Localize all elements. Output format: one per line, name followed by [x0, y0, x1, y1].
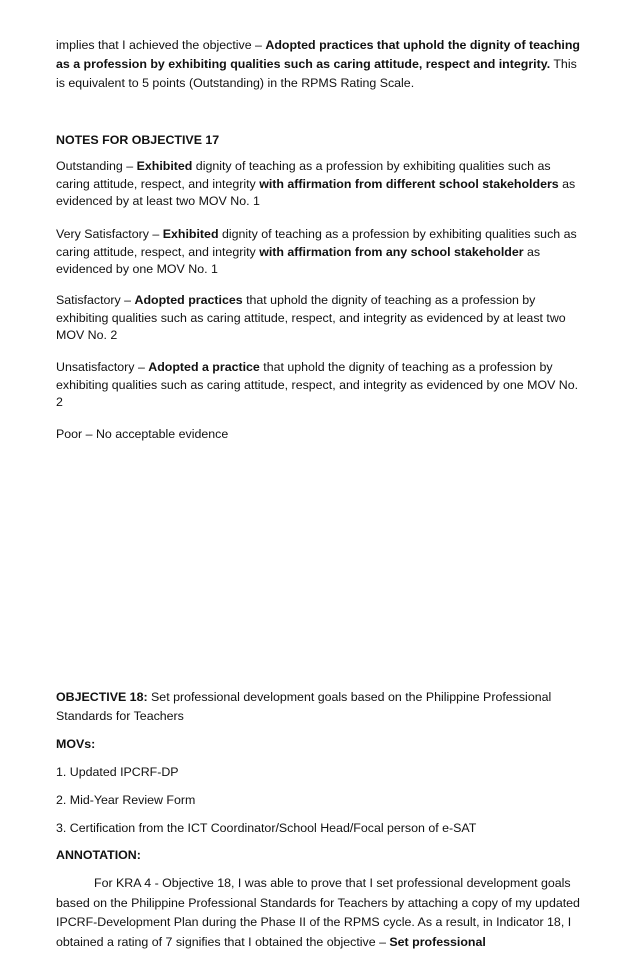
objective-18-label: OBJECTIVE 18: [56, 690, 148, 704]
mov-item-3: 3. Certification from the ICT Coordinator/School Head/Focal person of e-SAT [56, 821, 477, 835]
annotation-bold: Set professional [389, 934, 486, 949]
note-outstanding-text-2: as evidenced by at least two MOV No. 1 [56, 176, 576, 208]
annotation-heading: ANNOTATION: [56, 848, 141, 862]
notes-heading: NOTES FOR OBJECTIVE 17 [56, 133, 220, 147]
note-outstanding-label: Outstanding – [56, 159, 137, 173]
note-poor: Poor – No acceptable evidence [56, 427, 229, 441]
note-unsatisfactory-bold-1: Adopted a practice [148, 360, 260, 374]
note-outstanding-text-1: dignity of teaching as a profession by exhibiting qualities such as caring attitude, respect, and integrity [56, 159, 551, 191]
note-satisfactory-text-1: that uphold the dignity of teaching as a profession by exhibiting qualities such as caring attitude, respect, and integrity as evidenced by at least two MOV No. 2 [56, 293, 566, 342]
intro-bold-objective: Adopted practices that uphold the dignity of teaching as a profession by exhibiting qualities such as caring attitude, respect and integrity. [56, 38, 580, 71]
annotation-text: For KRA 4 - Objective 18, I was able to prove that I set professional development goals based on the Philippine Professional Standards for Teachers by attaching a copy of my updated IPCRF-Development Plan during the Phase II of the RPMS cycle. As a result, in Indicator 18, I obtained a rating of 7 signifies that I obtained the objective – [56, 876, 580, 949]
intro-paragraph [56, 36, 586, 93]
mov-item-1: 1. Updated IPCRF-DP [56, 765, 179, 779]
intro-text-1: implies that I achieved the objective – [56, 38, 266, 52]
objective-18 [56, 688, 586, 726]
note-satisfactory-label: Satisfactory – [56, 293, 135, 307]
note-very-satisfactory-bold-1: Exhibited [162, 227, 219, 241]
intro-text-2: This is equivalent to 5 points (Outstanding) in the RPMS Rating Scale. [56, 57, 577, 90]
note-outstanding-bold-2: with affirmation from different school stakeholders [259, 176, 559, 191]
mov-item-2: 2. Mid-Year Review Form [56, 793, 196, 807]
note-satisfactory-bold-1: Adopted practices [134, 293, 243, 307]
note-very-satisfactory-label: Very Satisfactory – [56, 227, 163, 241]
note-very-satisfactory [56, 226, 586, 279]
annotation-paragraph [56, 874, 586, 952]
note-very-satisfactory-text-1: dignity of teaching as a profession by exhibiting qualities such as caring attitude, respect, and integrity [56, 227, 577, 259]
note-very-satisfactory-bold-2: with affirmation from any school stakeholder [259, 244, 524, 259]
objective-18-text: Set professional development goals based on the Philippine Professional Standards for Teachers [56, 690, 552, 723]
note-very-satisfactory-text-2: as evidenced by one MOV No. 1 [56, 244, 541, 276]
note-unsatisfactory-text-1: that uphold the dignity of teaching as a profession by exhibiting qualities such as caring attitude, respect, and integrity as evidenced by one MOV No. 2 [56, 360, 579, 409]
note-outstanding-bold-1: Exhibited [136, 159, 193, 173]
note-outstanding [56, 158, 586, 211]
note-unsatisfactory-label: Unsatisfactory – [56, 360, 149, 374]
note-satisfactory [56, 292, 586, 345]
note-unsatisfactory [56, 359, 586, 412]
movs-heading: MOVs: [56, 737, 96, 751]
